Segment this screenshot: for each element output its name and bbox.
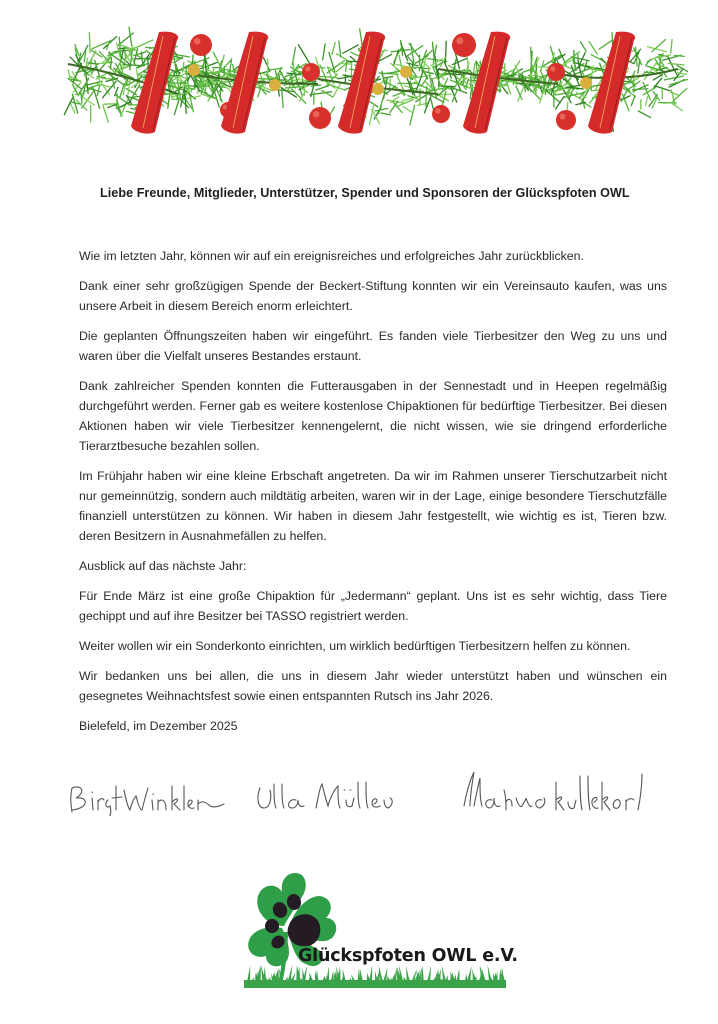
pine-needle [426,86,427,106]
pine-needle [399,56,401,69]
pine-needle [70,103,75,113]
pine-needle [311,85,321,86]
pine-needle [393,102,402,113]
pine-needle [452,59,466,65]
pine-needle [81,91,82,103]
pine-needle [384,77,393,79]
red-bauble [302,63,320,81]
pine-needle [665,76,684,80]
pine-needle [360,29,362,45]
paragraph-5: Im Frühjahr haben wir eine kleine Erbschaft angetreten. Da wir im Rahmen unserer Tierschutzarbeit nicht nur gemeinnützig, sondern auch mildtätig arbeiten, waren wir in der Lage, einige besondere Tierschutzfälle finanziell unterstützen zu können. Wir haben in diesem Jahr festgestellt, wie wichtig es ist, Tieren bzw. deren Besitzern in Ausnahmefällen zu helfen. [79,469,667,543]
logo [236,866,516,996]
pine-needle [676,73,686,75]
paragraph-1: Wie im letzten Jahr, können wir auf ein ereignisreiches und erfolgreiches Jahr zurückblicken. [79,249,584,263]
place-date: Bielefeld, im Dezember 2025 [79,719,238,733]
logo-text: Glückspfoten OWL e.V. [298,946,518,966]
pine-needle [333,82,341,97]
pine-needle [381,113,390,115]
bauble-highlight [313,111,320,118]
pine-needle [90,85,99,88]
pine-needle [346,61,347,72]
grass-blade [501,968,505,982]
grass-blade [454,974,457,982]
pine-needle [148,57,149,68]
gold-bauble [580,77,592,89]
pine-needle [80,45,88,60]
red-bauble [432,105,450,123]
pine-needle [589,41,597,54]
red-bauble [190,34,212,56]
pine-needle [445,74,465,75]
pine-needle [339,63,351,64]
gold-bauble [269,79,281,91]
letter-salutation: Liebe Freunde, Mitglieder, Unterstützer, Spender und Sponsoren der Glückspfoten OWL [100,186,630,200]
pine-needle [502,86,508,94]
pine-needle [417,72,423,89]
red-bauble [556,110,576,130]
red-bauble [452,33,476,57]
letter-body [79,246,667,746]
paragraph-8: Wir bedanken uns bei allen, die uns in diesem Jahr wieder unterstützt haben und wünschen ein gesegnetes Weihnachtsfest sowie einen entspannten Rutsch ins Jahr 2026. [79,669,667,703]
pine-needle [638,60,640,73]
bauble-highlight [194,38,201,45]
pine-needle [445,41,446,63]
signature-1 [71,786,224,816]
pine-needle [136,69,138,78]
pine-needle [82,97,95,105]
bauble-highlight [305,66,310,71]
paragraph-2: Dank einer sehr großzügigen Spende der Beckert-Stiftung konnten wir ein Vereinsauto kaufen, was uns unsere Arbeit in diesem Bereich enorm erleichtert. [79,279,667,313]
pine-needle [638,111,650,118]
pine-needle [522,69,530,72]
paragraph-4: Dank zahlreicher Spenden konnten die Futterausgaben in der Sennestadt und in Heepen regelmäßig durchgeführt werden. Ferner gab es weitere kostenlose Chipaktionen für bedürftige Tierbesitzer. Bei diesen Aktionen haben wir viele Tierbesitzer kennengelernt, die nicht wissen, wie sie dringend erforderliche Tierarztbesuche bezahlen sollen. [79,379,667,453]
outlook-heading: Ausblick auf das nächste Jahr: [79,559,247,573]
pine-needle [89,33,90,53]
grass-blade [427,965,431,982]
bauble-highlight [435,108,440,113]
pine-needle [669,79,688,84]
pine-needle [646,59,651,65]
pine-needle [375,109,387,111]
bauble-highlight [456,37,463,44]
pine-needle [369,104,374,125]
pine-needle [124,47,125,57]
pine-needle [470,88,471,99]
pine-needle [75,94,85,95]
pine-needle [403,107,411,112]
grass-blade [457,969,460,982]
pine-needle [410,105,415,124]
pine-needle [645,96,647,105]
paragraph-3: Die geplanten Öffnungszeiten haben wir eingeführt. Es fanden viele Tierbesitzer den Weg zu uns und waren über die Vielfalt unseres Bestandes erstaunt. [79,329,667,363]
pine-needle [621,92,626,102]
pine-needle [671,102,683,110]
paragraph-7: Weiter wollen wir ein Sonderkonto einrichten, um wirklich bedürftigen Tierbesitzern helfen zu können. [79,639,631,653]
pine-needle [599,40,612,49]
grass-blade [465,974,468,982]
paragraph-6: Für Ende März ist eine große Chipaktion für „Jedermann“ geplant. Uns ist es sehr wichtig, dass Tiere gechippt und auf ihre Besitzer bei TASSO registriert werden. [79,589,667,623]
pine-needle [631,97,634,106]
pine-needle [168,93,170,109]
clover-paw-icon [236,866,516,996]
pine-needle [298,45,309,63]
grass-blade [360,968,363,982]
grass-blade [435,968,438,982]
bauble-highlight [560,114,566,120]
grass-blade [379,965,383,982]
pine-needle [97,85,100,95]
signature-3 [464,772,642,810]
pine-needle [556,97,564,109]
pine-needle [432,42,434,57]
pine-needle [323,44,325,60]
grass-blade [349,978,352,982]
pine-needle [394,46,402,62]
pine-needle [185,93,186,113]
grass-blade [247,965,250,982]
pine-needle [673,88,687,101]
pine-needle [668,63,684,65]
pine-needle [674,55,684,56]
pine-needle [263,57,269,70]
christmas-garland-icon [58,24,688,134]
grass-blade [383,967,388,982]
pine-needle [316,86,329,90]
gold-bauble [400,66,412,78]
pine-needle [409,43,419,57]
pine-needle [671,39,672,53]
red-bauble [547,63,565,81]
pine-needle [580,42,586,52]
pine-needle [332,43,335,55]
signature-2 [258,782,392,808]
gold-bauble [188,64,200,76]
red-bauble [309,107,331,129]
pine-needle [328,84,345,90]
grass-blade [432,977,435,982]
bauble-highlight [550,66,555,71]
pine-needle [174,99,179,114]
pine-needle [282,88,284,107]
signatures [60,766,680,816]
gold-bauble [372,83,384,95]
